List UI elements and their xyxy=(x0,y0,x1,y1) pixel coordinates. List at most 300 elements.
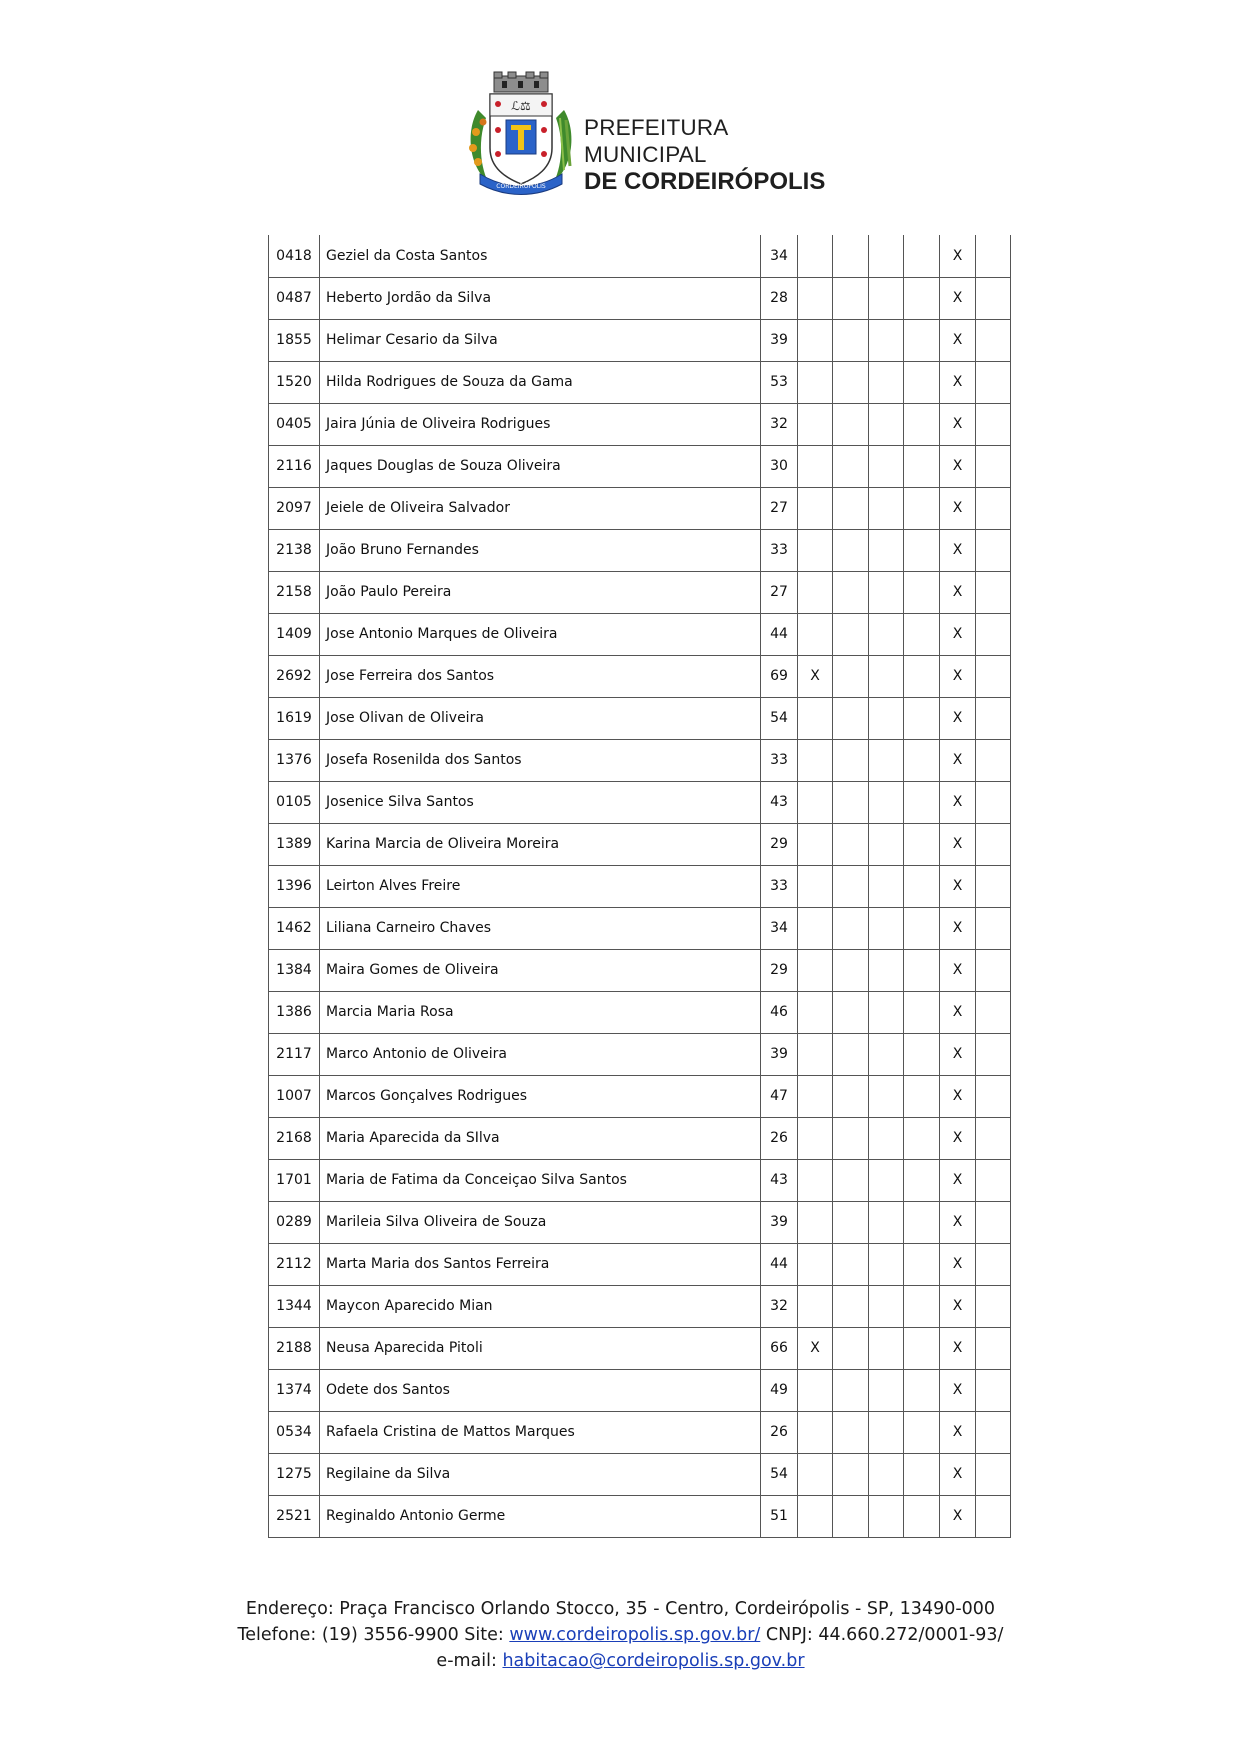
applicant-name: Maria Aparecida da SIlva xyxy=(320,1117,761,1159)
mark-col-2 xyxy=(833,739,869,781)
table-row xyxy=(269,1453,1011,1495)
applicant-id: 0534 xyxy=(269,1411,320,1453)
table-row xyxy=(269,445,1011,487)
mark-col-4 xyxy=(904,487,940,529)
applicant-age: 26 xyxy=(761,1117,798,1159)
applicant-name: Regilaine da Silva xyxy=(320,1453,761,1495)
mark-col-4 xyxy=(904,277,940,319)
mark-col-5: X xyxy=(940,1117,976,1159)
table-row xyxy=(269,571,1011,613)
applicant-age: 34 xyxy=(761,907,798,949)
applicant-name: Odete dos Santos xyxy=(320,1369,761,1411)
page-header xyxy=(466,70,846,205)
applicant-id: 1344 xyxy=(269,1285,320,1327)
mark-col-1 xyxy=(798,1201,833,1243)
mark-col-4 xyxy=(904,655,940,697)
mark-col-1 xyxy=(798,571,833,613)
footer-cnpj: CNPJ: 44.660.272/0001-93/ xyxy=(760,1625,1004,1645)
mark-col-4 xyxy=(904,907,940,949)
mark-col-2 xyxy=(833,277,869,319)
mark-col-4 xyxy=(904,1285,940,1327)
mark-col-2 xyxy=(833,319,869,361)
mark-col-2 xyxy=(833,655,869,697)
applicant-age: 28 xyxy=(761,277,798,319)
mark-col-4 xyxy=(904,1243,940,1285)
mark-col-1 xyxy=(798,865,833,907)
table-row xyxy=(269,403,1011,445)
mark-col-3 xyxy=(869,907,904,949)
footer-phone: Telefone: (19) 3556-9900 Site: xyxy=(237,1625,510,1645)
mark-col-3 xyxy=(869,739,904,781)
mark-col-6 xyxy=(976,991,1011,1033)
mark-col-2 xyxy=(833,1327,869,1369)
mark-col-3 xyxy=(869,697,904,739)
applicant-name: Geziel da Costa Santos xyxy=(320,235,761,277)
applicant-age: 34 xyxy=(761,235,798,277)
applicant-age: 32 xyxy=(761,403,798,445)
applicant-name: João Bruno Fernandes xyxy=(320,529,761,571)
mark-col-3 xyxy=(869,277,904,319)
mark-col-3 xyxy=(869,403,904,445)
applicant-name: Helimar Cesario da Silva xyxy=(320,319,761,361)
applicant-id: 2168 xyxy=(269,1117,320,1159)
mark-col-6 xyxy=(976,739,1011,781)
mark-col-1 xyxy=(798,445,833,487)
municipality-name xyxy=(584,114,846,196)
table-row xyxy=(269,1117,1011,1159)
mark-col-6 xyxy=(976,1369,1011,1411)
applicant-id: 1396 xyxy=(269,865,320,907)
mark-col-1 xyxy=(798,1495,833,1537)
mark-col-1 xyxy=(798,1453,833,1495)
applicant-age: 27 xyxy=(761,571,798,613)
applicant-name: Jeiele de Oliveira Salvador xyxy=(320,487,761,529)
applicant-age: 54 xyxy=(761,697,798,739)
mark-col-3 xyxy=(869,655,904,697)
applicant-age: 39 xyxy=(761,1033,798,1075)
mark-col-4 xyxy=(904,739,940,781)
applicant-id: 2138 xyxy=(269,529,320,571)
applicant-age: 29 xyxy=(761,823,798,865)
mark-col-6 xyxy=(976,697,1011,739)
mark-col-2 xyxy=(833,907,869,949)
mark-col-2 xyxy=(833,781,869,823)
applicant-id: 1619 xyxy=(269,697,320,739)
mark-col-1 xyxy=(798,1075,833,1117)
applicant-name: Josefa Rosenilda dos Santos xyxy=(320,739,761,781)
mark-col-4 xyxy=(904,1327,940,1369)
mark-col-1 xyxy=(798,991,833,1033)
table-row xyxy=(269,655,1011,697)
applicant-id: 0487 xyxy=(269,277,320,319)
table-row xyxy=(269,1201,1011,1243)
applicant-id: 0418 xyxy=(269,235,320,277)
applicant-id: 1007 xyxy=(269,1075,320,1117)
mark-col-3 xyxy=(869,1201,904,1243)
applicant-age: 54 xyxy=(761,1453,798,1495)
applicant-id: 2097 xyxy=(269,487,320,529)
mark-col-4 xyxy=(904,1411,940,1453)
mark-col-1: X xyxy=(798,655,833,697)
table-row xyxy=(269,907,1011,949)
mark-col-3 xyxy=(869,1453,904,1495)
mark-col-3 xyxy=(869,1327,904,1369)
mark-col-5: X xyxy=(940,1453,976,1495)
applicant-id: 1389 xyxy=(269,823,320,865)
mark-col-5: X xyxy=(940,529,976,571)
mark-col-3 xyxy=(869,1075,904,1117)
mark-col-3 xyxy=(869,1117,904,1159)
mark-col-6 xyxy=(976,1033,1011,1075)
brand-line-2: DE CORDEIRÓPOLIS xyxy=(584,168,826,195)
table-row xyxy=(269,1033,1011,1075)
mark-col-3 xyxy=(869,529,904,571)
mark-col-1 xyxy=(798,949,833,991)
applicant-name: Marcia Maria Rosa xyxy=(320,991,761,1033)
table-row xyxy=(269,235,1011,277)
mark-col-4 xyxy=(904,571,940,613)
mark-col-1 xyxy=(798,529,833,571)
footer-email-link[interactable]: habitacao@cordeiropolis.sp.gov.br xyxy=(502,1651,805,1671)
mark-col-3 xyxy=(869,865,904,907)
mark-col-6 xyxy=(976,529,1011,571)
mark-col-1: X xyxy=(798,1327,833,1369)
applicant-name: Jose Antonio Marques de Oliveira xyxy=(320,613,761,655)
mark-col-1 xyxy=(798,823,833,865)
table-row xyxy=(269,991,1011,1033)
mark-col-4 xyxy=(904,1453,940,1495)
mark-col-6 xyxy=(976,235,1011,277)
municipal-crest-icon xyxy=(466,70,576,205)
applicant-age: 30 xyxy=(761,445,798,487)
applicant-age: 43 xyxy=(761,1159,798,1201)
footer-contact-line xyxy=(0,1622,1241,1648)
applicant-age: 66 xyxy=(761,1327,798,1369)
mark-col-4 xyxy=(904,1033,940,1075)
mark-col-1 xyxy=(798,277,833,319)
applicant-id: 2521 xyxy=(269,1495,320,1537)
table-row xyxy=(269,1159,1011,1201)
mark-col-5: X xyxy=(940,781,976,823)
mark-col-6 xyxy=(976,403,1011,445)
mark-col-4 xyxy=(904,949,940,991)
mark-col-5: X xyxy=(940,991,976,1033)
mark-col-3 xyxy=(869,1033,904,1075)
applicant-name: Marta Maria dos Santos Ferreira xyxy=(320,1243,761,1285)
mark-col-4 xyxy=(904,991,940,1033)
mark-col-2 xyxy=(833,949,869,991)
mark-col-2 xyxy=(833,1411,869,1453)
mark-col-1 xyxy=(798,1285,833,1327)
mark-col-3 xyxy=(869,1159,904,1201)
applicant-age: 49 xyxy=(761,1369,798,1411)
mark-col-5: X xyxy=(940,823,976,865)
mark-col-5: X xyxy=(940,739,976,781)
mark-col-4 xyxy=(904,697,940,739)
applicant-name: Reginaldo Antonio Germe xyxy=(320,1495,761,1537)
table-row xyxy=(269,277,1011,319)
mark-col-5: X xyxy=(940,697,976,739)
applicant-age: 53 xyxy=(761,361,798,403)
svg-text:ℒ⚖: ℒ⚖ xyxy=(511,99,531,113)
mark-col-2 xyxy=(833,361,869,403)
applicant-name: Jaira Júnia de Oliveira Rodrigues xyxy=(320,403,761,445)
mark-col-2 xyxy=(833,991,869,1033)
mark-col-6 xyxy=(976,1327,1011,1369)
table-row xyxy=(269,1369,1011,1411)
applicant-table xyxy=(268,235,1011,1538)
applicant-name: Heberto Jordão da Silva xyxy=(320,277,761,319)
applicant-id: 2116 xyxy=(269,445,320,487)
mark-col-5: X xyxy=(940,613,976,655)
applicant-id: 2188 xyxy=(269,1327,320,1369)
applicant-name: Jose Olivan de Oliveira xyxy=(320,697,761,739)
mark-col-6 xyxy=(976,361,1011,403)
applicant-name: Jaques Douglas de Souza Oliveira xyxy=(320,445,761,487)
applicant-id: 0405 xyxy=(269,403,320,445)
applicant-id: 1855 xyxy=(269,319,320,361)
applicant-age: 29 xyxy=(761,949,798,991)
mark-col-6 xyxy=(976,781,1011,823)
mark-col-6 xyxy=(976,1159,1011,1201)
mark-col-4 xyxy=(904,235,940,277)
mark-col-6 xyxy=(976,1285,1011,1327)
mark-col-3 xyxy=(869,445,904,487)
mark-col-6 xyxy=(976,1243,1011,1285)
applicant-name: Karina Marcia de Oliveira Moreira xyxy=(320,823,761,865)
mark-col-1 xyxy=(798,613,833,655)
applicant-name: Neusa Aparecida Pitoli xyxy=(320,1327,761,1369)
applicant-age: 39 xyxy=(761,319,798,361)
mark-col-6 xyxy=(976,907,1011,949)
applicant-name: Marco Antonio de Oliveira xyxy=(320,1033,761,1075)
applicant-age: 69 xyxy=(761,655,798,697)
mark-col-5: X xyxy=(940,1243,976,1285)
mark-col-2 xyxy=(833,529,869,571)
mark-col-6 xyxy=(976,277,1011,319)
mark-col-5: X xyxy=(940,907,976,949)
mark-col-5: X xyxy=(940,1327,976,1369)
applicant-id: 1520 xyxy=(269,361,320,403)
mark-col-4 xyxy=(904,781,940,823)
applicant-id: 2158 xyxy=(269,571,320,613)
mark-col-6 xyxy=(976,487,1011,529)
mark-col-6 xyxy=(976,949,1011,991)
applicant-name: Maria de Fatima da Conceiçao Silva Santos xyxy=(320,1159,761,1201)
mark-col-5: X xyxy=(940,865,976,907)
applicant-age: 44 xyxy=(761,1243,798,1285)
mark-col-3 xyxy=(869,1369,904,1411)
mark-col-1 xyxy=(798,1369,833,1411)
applicant-id: 1386 xyxy=(269,991,320,1033)
mark-col-4 xyxy=(904,319,940,361)
table-row xyxy=(269,1411,1011,1453)
mark-col-4 xyxy=(904,613,940,655)
mark-col-2 xyxy=(833,1117,869,1159)
mark-col-4 xyxy=(904,1369,940,1411)
mark-col-4 xyxy=(904,823,940,865)
mark-col-1 xyxy=(798,319,833,361)
mark-col-5: X xyxy=(940,235,976,277)
applicant-age: 32 xyxy=(761,1285,798,1327)
mark-col-5: X xyxy=(940,1201,976,1243)
mark-col-4 xyxy=(904,865,940,907)
mark-col-3 xyxy=(869,1495,904,1537)
page-footer xyxy=(0,1596,1241,1674)
table-row xyxy=(269,319,1011,361)
table-row xyxy=(269,865,1011,907)
mark-col-6 xyxy=(976,571,1011,613)
mark-col-3 xyxy=(869,823,904,865)
brand-line-1: PREFEITURA MUNICIPAL xyxy=(584,115,728,167)
mark-col-1 xyxy=(798,1033,833,1075)
mark-col-6 xyxy=(976,1201,1011,1243)
applicant-age: 39 xyxy=(761,1201,798,1243)
mark-col-5: X xyxy=(940,571,976,613)
applicant-id: 2117 xyxy=(269,1033,320,1075)
mark-col-3 xyxy=(869,1411,904,1453)
applicant-id: 1374 xyxy=(269,1369,320,1411)
mark-col-5: X xyxy=(940,319,976,361)
applicant-age: 47 xyxy=(761,1075,798,1117)
mark-col-1 xyxy=(798,1243,833,1285)
table-row xyxy=(269,529,1011,571)
applicant-table-body xyxy=(269,235,1011,1537)
applicant-age: 33 xyxy=(761,529,798,571)
applicant-name: Josenice Silva Santos xyxy=(320,781,761,823)
mark-col-5: X xyxy=(940,361,976,403)
mark-col-5: X xyxy=(940,487,976,529)
mark-col-3 xyxy=(869,319,904,361)
crest-banner-text: CORDEIRÓPOLIS xyxy=(496,183,546,190)
mark-col-4 xyxy=(904,1201,940,1243)
applicant-name: Marileia Silva Oliveira de Souza xyxy=(320,1201,761,1243)
mark-col-4 xyxy=(904,445,940,487)
mark-col-5: X xyxy=(940,1495,976,1537)
applicant-id: 0289 xyxy=(269,1201,320,1243)
applicant-name: Rafaela Cristina de Mattos Marques xyxy=(320,1411,761,1453)
mark-col-2 xyxy=(833,571,869,613)
mark-col-4 xyxy=(904,403,940,445)
mark-col-4 xyxy=(904,1495,940,1537)
applicant-id: 1384 xyxy=(269,949,320,991)
mark-col-1 xyxy=(798,1411,833,1453)
table-row xyxy=(269,361,1011,403)
applicant-id: 2112 xyxy=(269,1243,320,1285)
mark-col-2 xyxy=(833,1075,869,1117)
mark-col-2 xyxy=(833,1369,869,1411)
table-row xyxy=(269,781,1011,823)
mark-col-1 xyxy=(798,235,833,277)
applicant-age: 44 xyxy=(761,613,798,655)
mark-col-3 xyxy=(869,487,904,529)
mark-col-4 xyxy=(904,1159,940,1201)
applicant-id: 0105 xyxy=(269,781,320,823)
mark-col-3 xyxy=(869,949,904,991)
footer-address: Endereço: Praça Francisco Orlando Stocco, 35 - Centro, Cordeirópolis - SP, 13490-000 xyxy=(245,1599,996,1619)
mark-col-4 xyxy=(904,1075,940,1117)
mark-col-4 xyxy=(904,1117,940,1159)
mark-col-6 xyxy=(976,613,1011,655)
footer-site-link[interactable]: www.cordeiropolis.sp.gov.br/ xyxy=(509,1625,761,1645)
applicant-age: 26 xyxy=(761,1411,798,1453)
table-row xyxy=(269,949,1011,991)
mark-col-1 xyxy=(798,1117,833,1159)
mark-col-6 xyxy=(976,1495,1011,1537)
mark-col-3 xyxy=(869,571,904,613)
table-row xyxy=(269,1495,1011,1537)
mark-col-2 xyxy=(833,1453,869,1495)
applicant-name: Jose Ferreira dos Santos xyxy=(320,655,761,697)
applicant-name: Hilda Rodrigues de Souza da Gama xyxy=(320,361,761,403)
mark-col-2 xyxy=(833,1495,869,1537)
mark-col-1 xyxy=(798,697,833,739)
table-row xyxy=(269,487,1011,529)
applicant-name: João Paulo Pereira xyxy=(320,571,761,613)
table-row xyxy=(269,697,1011,739)
mark-col-2 xyxy=(833,487,869,529)
footer-email-line xyxy=(0,1648,1241,1674)
mark-col-4 xyxy=(904,529,940,571)
mark-col-5: X xyxy=(940,403,976,445)
mark-col-5: X xyxy=(940,1411,976,1453)
mark-col-3 xyxy=(869,1243,904,1285)
table-row xyxy=(269,1243,1011,1285)
mark-col-3 xyxy=(869,781,904,823)
applicant-id: 1701 xyxy=(269,1159,320,1201)
applicant-name: Maycon Aparecido Mian xyxy=(320,1285,761,1327)
mark-col-1 xyxy=(798,1159,833,1201)
mark-col-6 xyxy=(976,1117,1011,1159)
mark-col-5: X xyxy=(940,445,976,487)
applicant-id: 1275 xyxy=(269,1453,320,1495)
applicant-id: 2692 xyxy=(269,655,320,697)
mark-col-5: X xyxy=(940,1033,976,1075)
mark-col-5: X xyxy=(940,655,976,697)
mark-col-1 xyxy=(798,907,833,949)
mark-col-2 xyxy=(833,613,869,655)
mark-col-1 xyxy=(798,487,833,529)
applicant-id: 1409 xyxy=(269,613,320,655)
mark-col-1 xyxy=(798,403,833,445)
mark-col-2 xyxy=(833,445,869,487)
mark-col-5: X xyxy=(940,1285,976,1327)
mark-col-6 xyxy=(976,1411,1011,1453)
applicant-name: Marcos Gonçalves Rodrigues xyxy=(320,1075,761,1117)
applicant-age: 51 xyxy=(761,1495,798,1537)
applicant-name: Leirton Alves Freire xyxy=(320,865,761,907)
applicant-age: 43 xyxy=(761,781,798,823)
table-row xyxy=(269,613,1011,655)
table-row xyxy=(269,1285,1011,1327)
mark-col-3 xyxy=(869,361,904,403)
applicant-id: 1462 xyxy=(269,907,320,949)
mark-col-1 xyxy=(798,781,833,823)
mark-col-2 xyxy=(833,697,869,739)
applicant-name: Maira Gomes de Oliveira xyxy=(320,949,761,991)
mark-col-2 xyxy=(833,1285,869,1327)
mark-col-2 xyxy=(833,403,869,445)
mark-col-3 xyxy=(869,991,904,1033)
table-row xyxy=(269,1075,1011,1117)
mark-col-2 xyxy=(833,235,869,277)
table-row xyxy=(269,739,1011,781)
applicant-age: 33 xyxy=(761,739,798,781)
mark-col-2 xyxy=(833,1243,869,1285)
table-row xyxy=(269,1327,1011,1369)
mark-col-5: X xyxy=(940,277,976,319)
mark-col-6 xyxy=(976,1075,1011,1117)
